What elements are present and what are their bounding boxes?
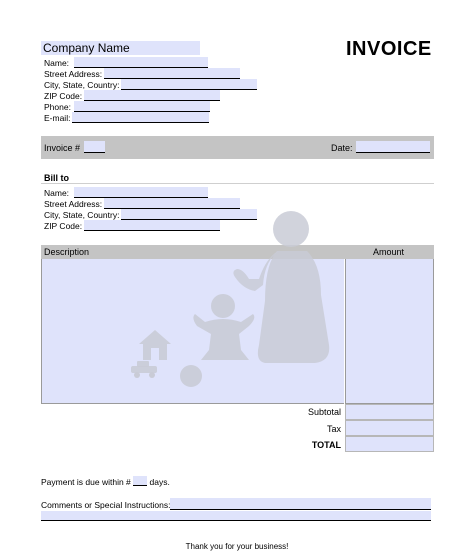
bill-to-city-label: City, State, Country: — [44, 210, 120, 220]
comments-field-line2[interactable] — [41, 511, 431, 521]
invoice-title: INVOICE — [346, 38, 432, 60]
sender-name-field[interactable] — [74, 57, 208, 68]
tax-label: Tax — [326, 424, 341, 434]
payment-days-field[interactable] — [133, 476, 147, 486]
bill-to-street-label: Street Address: — [44, 199, 103, 209]
sender-city-label: City, State, Country: — [44, 80, 120, 90]
sender-name-label: Name: — [44, 58, 70, 68]
bill-to-street-field[interactable] — [104, 198, 240, 209]
child-toys-watermark-icon — [125, 288, 255, 388]
amount-header: Amount — [373, 247, 405, 257]
payment-terms-prefix: Payment is due within # — [41, 477, 131, 487]
bill-to-name-label: Name: — [44, 188, 70, 198]
thank-you-footer: Thank you for your business! — [185, 542, 289, 551]
date-field[interactable] — [356, 141, 430, 153]
bill-to-heading: Bill to — [44, 173, 69, 183]
comments-label: Comments or Special Instructions: — [41, 500, 171, 510]
company-name-field[interactable]: Company Name — [41, 41, 200, 55]
sender-zip-field[interactable] — [84, 90, 220, 101]
sender-phone-label: Phone: — [44, 102, 71, 112]
payment-terms-suffix: days. — [149, 477, 170, 487]
description-header: Description — [44, 247, 90, 257]
sender-phone-field[interactable] — [74, 101, 210, 112]
invoice-number-field[interactable] — [84, 141, 105, 153]
sender-email-label: E-mail: — [44, 113, 71, 123]
sender-city-field[interactable] — [121, 79, 257, 90]
subtotal-field[interactable] — [345, 404, 434, 420]
date-label: Date: — [331, 143, 353, 153]
bill-to-zip-field[interactable] — [84, 220, 220, 231]
total-label: TOTAL — [311, 440, 341, 450]
bill-to-zip-label: ZIP Code: — [44, 221, 83, 231]
bill-to-name-field[interactable] — [74, 187, 208, 198]
bill-to-divider — [41, 183, 434, 184]
comments-field-line1[interactable] — [170, 498, 431, 510]
invoice-number-label: Invoice # — [44, 143, 81, 153]
sender-email-field[interactable] — [72, 112, 209, 123]
tax-field[interactable] — [345, 420, 434, 436]
sender-street-label: Street Address: — [44, 69, 103, 79]
sender-zip-label: ZIP Code: — [44, 91, 83, 101]
total-field[interactable] — [345, 436, 434, 452]
subtotal-label: Subtotal — [307, 407, 341, 417]
sender-street-field[interactable] — [104, 68, 240, 79]
payment-terms — [41, 476, 170, 487]
